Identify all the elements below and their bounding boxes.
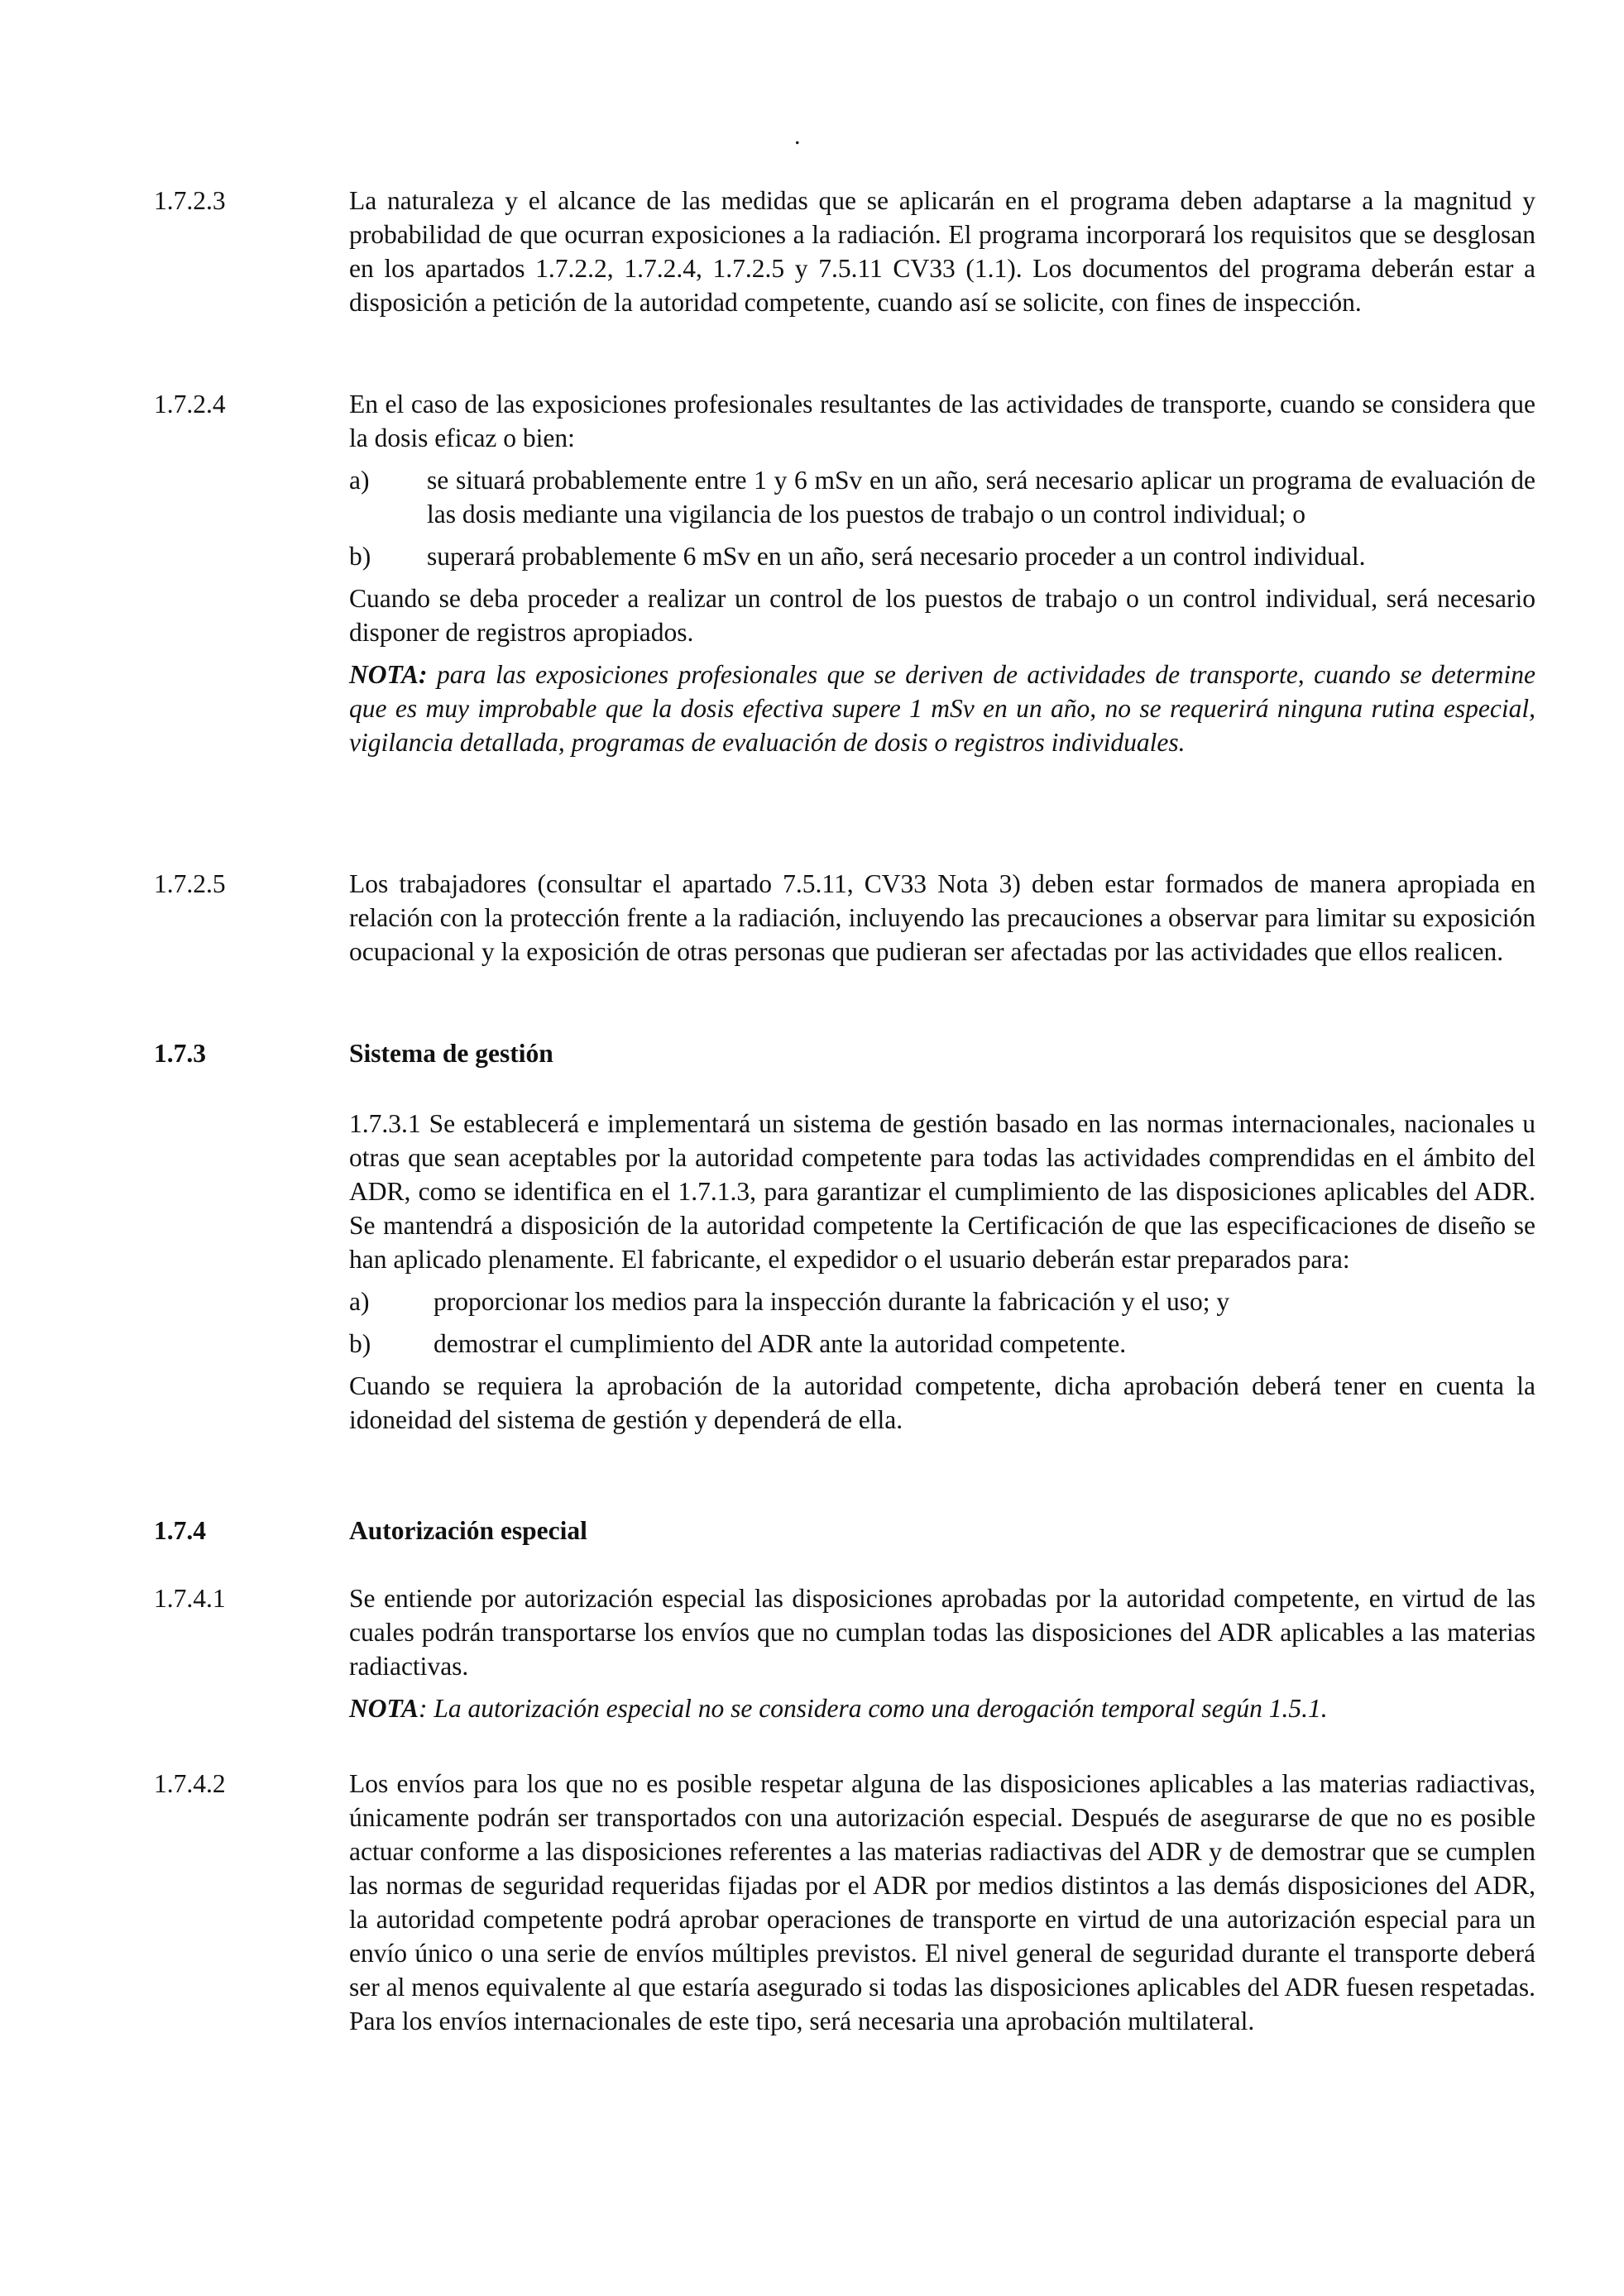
note-label: NOTA: <box>349 660 428 689</box>
section-heading: Sistema de gestión <box>349 1039 553 1068</box>
section-paragraph: Los envíos para los que no es posible respetar alguna de las disposiciones aplicables a las materias radiactivas, únicamente podrán ser transportados con una autorización especial. Después de asegurarse de que no es posible actuar conforme a las disposiciones referentes a las materias radiactivas del ADR y de demostrar que se cumplen las normas de seguridad requeridas fijadas por el ADR por medios distintos a las demás disposiciones del ADR, la autoridad competente podrá aprobar operaciones de transporte en virtud de una autorización especial para un envío único o una serie de envíos múltiples previstos. El nivel general de seguridad durante el transporte deberá ser al menos equivalente al que estaría asegurado si todas las disposiciones aplicables del ADR fuesen respetadas. Para los envíos internacionales de este tipo, será necesaria una aprobación multilateral. <box>349 1769 1535 2035</box>
section-heading: Autorización especial <box>349 1516 587 1545</box>
note-text: : La autorización especial no se considera como una derogación temporal según 1.5.1. <box>419 1694 1328 1723</box>
list-item-label: b) <box>349 542 371 571</box>
list-item-label: a) <box>349 466 370 495</box>
section-paragraph: Cuando se deba proceder a realizar un control de los puestos de trabajo o un control individual, será necesario disponer de registros apropiados. <box>349 584 1535 647</box>
note <box>349 658 1535 759</box>
section-1-7-4 <box>154 1514 1535 1556</box>
note <box>349 1691 1535 1725</box>
section-1-7-3 <box>154 1036 1535 1079</box>
section-number: 1.7.2.4 <box>154 390 226 419</box>
section-paragraph: Los trabajadores (consultar el apartado 7.5.11, CV33 Nota 3) deben estar formados de manera apropiada en relación con la protección frente a la radiación, incluyendo las precauciones a observar para limitar su exposición ocupacional y la exposición de otras personas que pudieran ser afectadas por las actividades que ellos realicen. <box>349 869 1535 966</box>
page-top-mark: . <box>794 122 801 150</box>
section-intro: En el caso de las exposiciones profesionales resultantes de las actividades de transporte, cuando se considera que la dosis eficaz o bien: <box>349 390 1535 452</box>
section-number: 1.7.2.5 <box>154 869 226 898</box>
list-item-text: se situará probablemente entre 1 y 6 mSv en un año, será necesario aplicar un programa de evaluación de las dosis mediante una vigilancia de los puestos de trabajo o un control individual; o <box>427 466 1535 529</box>
list-item-text: demostrar el cumplimiento del ADR ante la autoridad competente. <box>434 1329 1127 1358</box>
section-1-7-2-4 <box>154 387 1535 768</box>
list-item-text: proporcionar los medios para la inspección durante la fabricación y el uso; y <box>434 1287 1230 1316</box>
section-1-7-4-2 <box>154 1767 1535 2046</box>
section-1-7-3-body <box>154 1107 1535 1445</box>
list-item-text: superará probablemente 6 mSv en un año, será necesario proceder a un control individual. <box>427 542 1366 571</box>
list-item <box>349 539 1535 573</box>
section-1-7-4-1 <box>154 1581 1535 1734</box>
section-number: 1.7.4.1 <box>154 1584 226 1613</box>
list-item-label: b) <box>349 1329 371 1358</box>
list-item <box>349 1284 1535 1318</box>
section-number: 1.7.3 <box>154 1039 206 1068</box>
section-number: 1.7.4 <box>154 1516 206 1545</box>
section-paragraph: Cuando se requiera la aprobación de la autoridad competente, dicha aprobación deberá tener en cuenta la idoneidad del sistema de gestión y dependerá de ella. <box>349 1371 1535 1434</box>
section-1-7-2-3 <box>154 184 1535 328</box>
section-paragraph: La naturaleza y el alcance de las medidas que se aplicarán en el programa deben adaptarse a la magnitud y probabilidad de que ocurran exposiciones a la radiación. El programa incorporará los requisitos que se desglosan en los apartados 1.7.2.2, 1.7.2.4, 1.7.2.5 y 7.5.11 CV33 (1.1). Los documentos del programa deberán estar a disposición a petición de la autoridad competente, cuando así se solicite, con fines de inspección. <box>349 186 1535 317</box>
note-label: NOTA <box>349 1694 419 1723</box>
note-text: para las exposiciones profesionales que se deriven de actividades de transporte, cuando se determine que es muy improbable que la dosis efectiva supere 1 mSv en un año, no se requerirá ninguna rutina especial, vigilancia detallada, programas de evaluación de dosis o registros individuales. <box>349 660 1535 757</box>
section-1-7-2-5 <box>154 867 1535 977</box>
list-item-label: a) <box>349 1287 370 1316</box>
section-number: 1.7.2.3 <box>154 186 226 215</box>
list-item <box>349 463 1535 531</box>
section-paragraph: 1.7.3.1 Se establecerá e implementará un sistema de gestión basado en las normas internacionales, nacionales u otras que sean aceptables por la autoridad competente para todas las actividades comprendidas en el ámbito del ADR, como se identifica en el 1.7.1.3, para garantizar el cumplimiento de las disposiciones aplicables del ADR. Se mantendrá a disposición de la autoridad competente la Certificación de que las especificaciones de diseño se han aplicado plenamente. El fabricante, el expedidor o el usuario deberán estar preparados para: <box>349 1109 1535 1274</box>
section-paragraph: Se entiende por autorización especial las disposiciones aprobadas por la autoridad competente, en virtud de las cuales podrán transportarse los envíos que no cumplan todas las disposiciones del ADR aplicables a las materias radiactivas. <box>349 1584 1535 1681</box>
section-number: 1.7.4.2 <box>154 1769 226 1798</box>
list-item <box>349 1327 1535 1361</box>
